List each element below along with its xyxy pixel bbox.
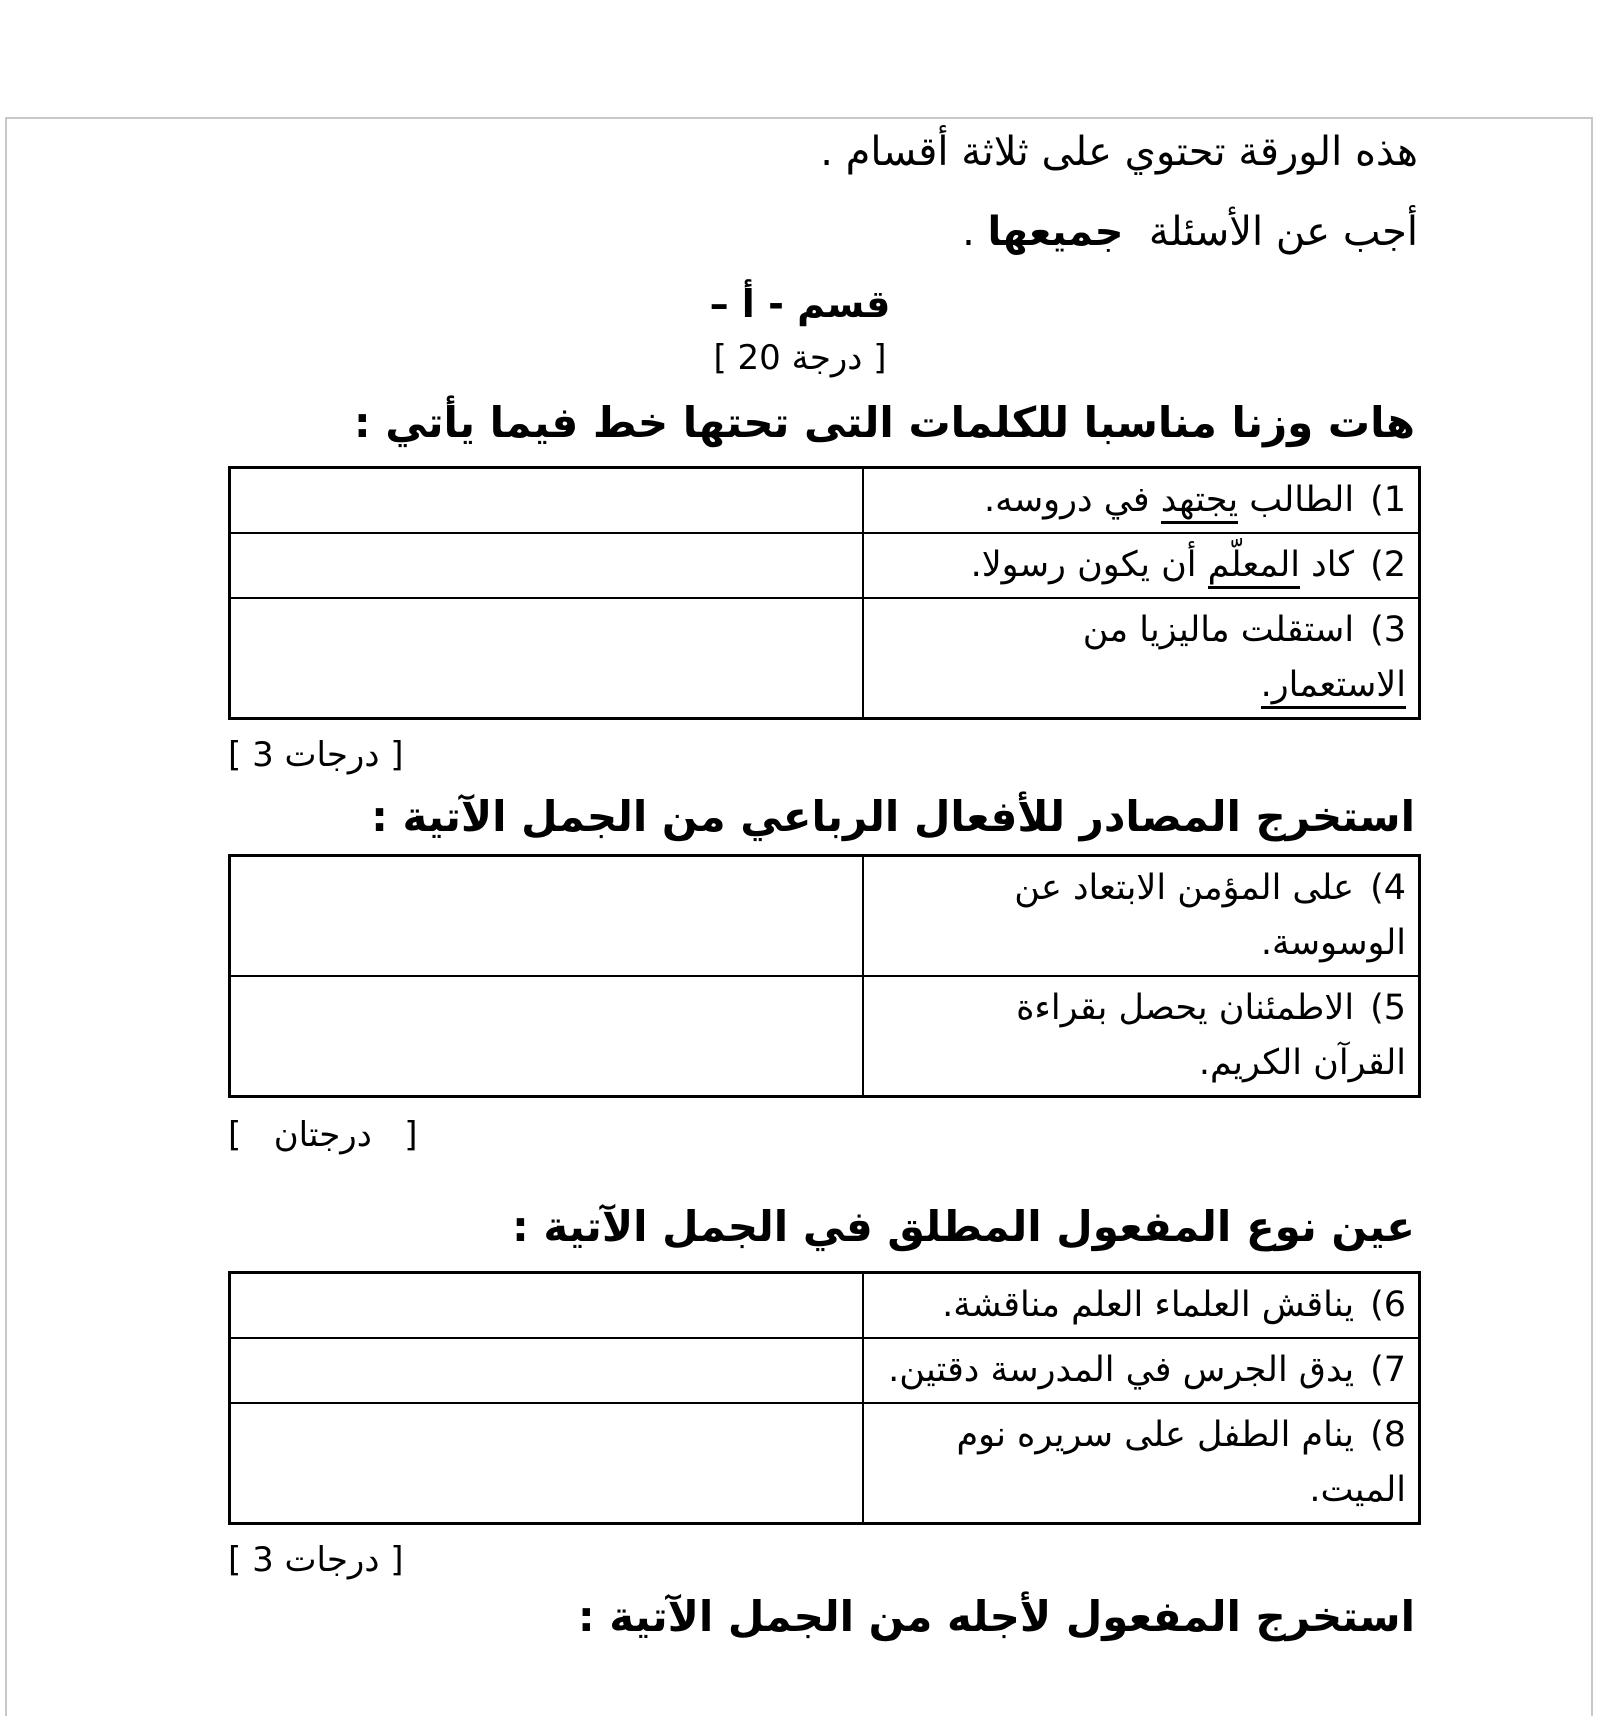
answer-cell (230, 533, 863, 598)
question-cell (863, 976, 1420, 1097)
question-text: في دروسه. (983, 480, 1161, 520)
question-prompt-1: هات وزنا مناسبا للكلمات التى تحتها خط فيما يأتي : (353, 398, 1415, 447)
question-text: القرآن الكريم. (1198, 1043, 1406, 1083)
question-table-1 (228, 466, 1421, 720)
question-cell (863, 856, 1420, 977)
question-number: 3) (1370, 610, 1406, 650)
question-number: 4) (1370, 868, 1406, 908)
section-a-marks: [ 20 درجة ] (713, 338, 887, 378)
question-table-3 (228, 1271, 1421, 1525)
underlined-word: المعلّم (1208, 545, 1300, 589)
question-text: الاطمئنان يحصل بقراءة (1016, 988, 1355, 1028)
table-row (230, 468, 1420, 534)
question-cell (863, 468, 1420, 534)
table-row (230, 1338, 1420, 1403)
answer-cell (230, 976, 863, 1097)
question-text: يناقش العلماء العلم مناقشة. (942, 1285, 1355, 1325)
answer-cell (230, 1403, 863, 1524)
question-cell (863, 1403, 1420, 1524)
answer-cell (230, 1273, 863, 1339)
question-number: 1) (1370, 480, 1406, 520)
question-prompt-4: استخرج المفعول لأجله من الجمل الآتية : (577, 1592, 1415, 1641)
answer-cell (230, 856, 863, 977)
underlined-word: يجتهد (1161, 480, 1238, 524)
question-number: 8) (1370, 1415, 1406, 1455)
question-text: الميت. (1309, 1470, 1406, 1510)
marks-label-2: [ درجتان ] (228, 1115, 418, 1155)
exam-document-page (0, 112, 1600, 1712)
answer-cell (230, 1338, 863, 1403)
question-text: يدق الجرس في المدرسة دقتين. (888, 1350, 1355, 1390)
intro-line-2-period: . (962, 209, 988, 255)
question-cell (863, 1338, 1420, 1403)
intro-line-1: هذه الورقة تحتوي على ثلاثة أقسام . (820, 129, 1418, 175)
marks-label-3: [ 3 درجات ] (228, 1540, 404, 1580)
question-text: الوسوسة. (1260, 923, 1406, 963)
table-row (230, 976, 1420, 1097)
question-prompt-3: عين نوع المفعول المطلق في الجمل الآتية : (512, 1202, 1415, 1251)
question-prompt-2: استخرج المصادر للأفعال الرباعي من الجمل الآتية : (371, 792, 1415, 841)
question-text: أن يكون رسولا. (970, 545, 1208, 585)
question-number: 5) (1370, 988, 1406, 1028)
question-number: 7) (1370, 1350, 1406, 1390)
question-table-2 (228, 854, 1421, 1098)
underlined-word: الاستعمار. (1261, 665, 1406, 709)
question-text: على المؤمن الابتعاد عن (1014, 868, 1355, 908)
table-row (230, 598, 1420, 719)
table-row (230, 856, 1420, 977)
question-text: كاد (1300, 545, 1355, 585)
table-row (230, 1403, 1420, 1524)
intro-line-2-text: أجب عن الأسئلة (1123, 209, 1418, 255)
intro-block (0, 112, 1418, 272)
question-cell (863, 598, 1420, 719)
question-number: 2) (1370, 545, 1406, 585)
question-cell (863, 533, 1420, 598)
table-row (230, 533, 1420, 598)
answer-cell (230, 598, 863, 719)
question-cell (863, 1273, 1420, 1339)
section-a-label: قسم - أ – (709, 282, 891, 326)
question-text: الطالب (1238, 480, 1355, 520)
answer-cell (230, 468, 863, 534)
question-text: ينام الطفل على سريره نوم (956, 1415, 1355, 1455)
question-number: 6) (1370, 1285, 1406, 1325)
intro-line-2 (0, 192, 1418, 272)
marks-label-1: [ 3 درجات ] (228, 735, 404, 775)
table-row (230, 1273, 1420, 1339)
question-text: استقلت ماليزيا من (1082, 610, 1355, 650)
section-header-block (0, 276, 1600, 384)
intro-line-2-bold-word: جميعها (987, 209, 1124, 255)
